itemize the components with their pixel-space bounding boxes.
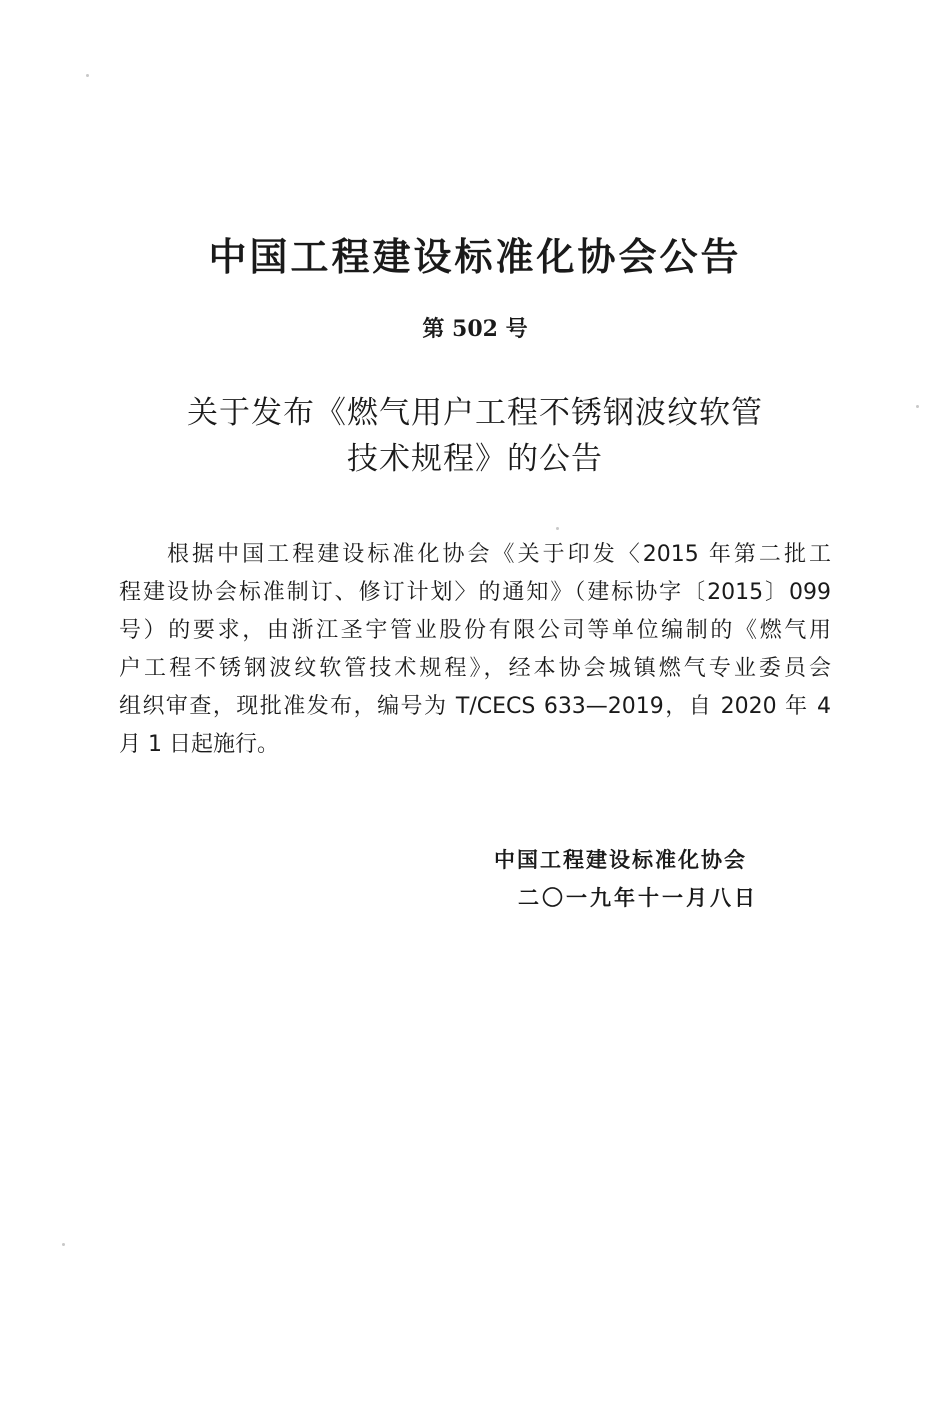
body-line: 户工程不锈钢波纹软管技术规程》，经本协会城镇燃气专业委员会 bbox=[119, 656, 831, 681]
signature-org: 中国工程建设标准化协会 bbox=[494, 848, 747, 872]
body-line: 号）的要求，由浙江圣宇管业股份有限公司等单位编制的《燃气用 bbox=[119, 618, 831, 643]
announcement-number: 第 502 号 bbox=[422, 316, 528, 342]
announcement-subject bbox=[0, 390, 950, 482]
scan-speck bbox=[62, 1243, 65, 1246]
scan-speck bbox=[556, 527, 559, 530]
scan-speck bbox=[916, 405, 919, 408]
announcement-body bbox=[119, 536, 831, 764]
body-line: 组织审查，现批准发布，编号为 T/CECS 633—2019，自 2020 年 4 bbox=[119, 694, 831, 719]
signature-date: 二〇一九年十一月八日 bbox=[518, 886, 758, 910]
body-line: 程建设协会标准制订、修订计划〉的通知》（建标协字〔2015〕099 bbox=[119, 580, 831, 605]
signature-block bbox=[494, 841, 758, 917]
body-line: 根据中国工程建设标准化协会《关于印发〈2015 年第二批工 bbox=[167, 542, 831, 567]
page-title: 中国工程建设标准化协会公告 bbox=[208, 235, 742, 279]
scan-speck bbox=[86, 74, 89, 77]
subject-line-2: 技术规程》的公告 bbox=[347, 441, 603, 477]
body-line: 月 1 日起施行。 bbox=[119, 732, 279, 757]
subject-line-1: 关于发布《燃气用户工程不锈钢波纹软管 bbox=[187, 395, 763, 431]
